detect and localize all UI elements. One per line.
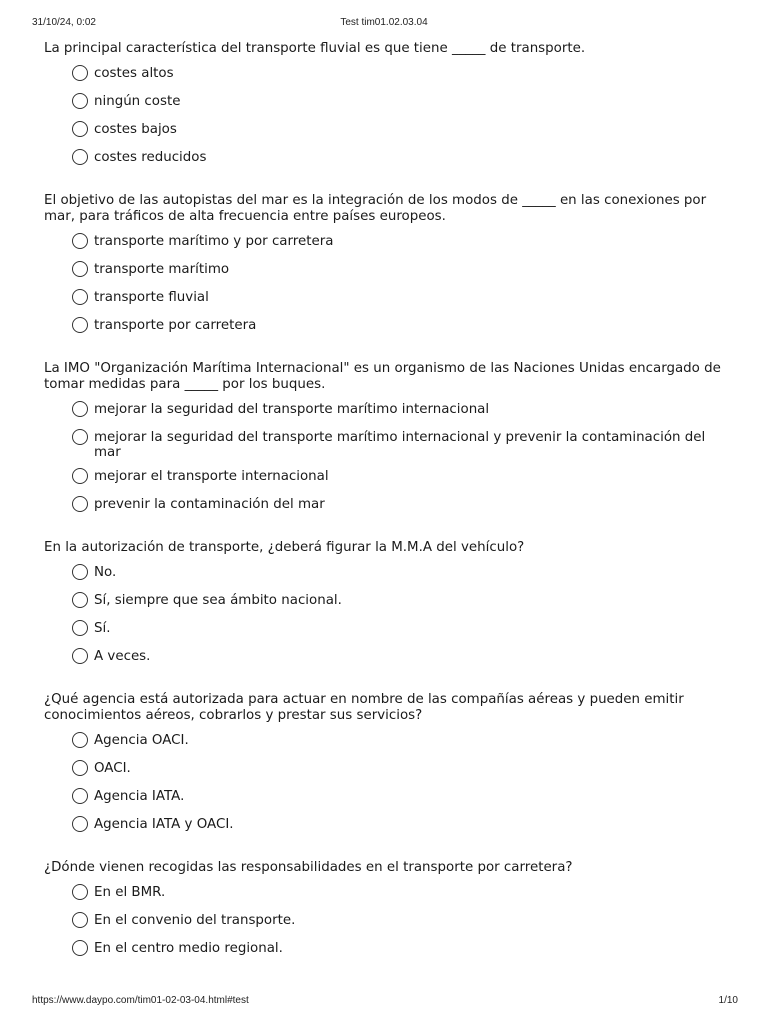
answer-options xyxy=(44,884,734,960)
radio-button[interactable] xyxy=(72,816,88,832)
answer-label: Agencia IATA. xyxy=(94,789,185,804)
answer-option[interactable] xyxy=(44,233,734,253)
radio-button[interactable] xyxy=(72,289,88,305)
answer-label: En el convenio del transporte. xyxy=(94,913,296,928)
answer-option[interactable] xyxy=(44,732,734,752)
radio-button[interactable] xyxy=(72,648,88,664)
answer-option[interactable] xyxy=(44,564,734,584)
answer-option[interactable] xyxy=(44,289,734,309)
answer-option[interactable] xyxy=(44,940,734,960)
answer-label: En el BMR. xyxy=(94,885,166,900)
radio-button[interactable] xyxy=(72,233,88,249)
radio-button[interactable] xyxy=(72,149,88,165)
answer-label: Agencia OACI. xyxy=(94,733,189,748)
radio-button[interactable] xyxy=(72,93,88,109)
answer-label: OACI. xyxy=(94,761,131,776)
answer-option[interactable] xyxy=(44,429,734,460)
radio-button[interactable] xyxy=(72,620,88,636)
answer-label: costes bajos xyxy=(94,122,177,137)
answer-options xyxy=(44,732,734,836)
page-url: https://www.daypo.com/tim01-02-03-04.html#test xyxy=(32,995,249,1006)
question-text: La principal característica del transporte fluvial es que tiene _____ de transporte. xyxy=(44,41,586,56)
answer-option[interactable] xyxy=(44,760,734,780)
answer-option[interactable] xyxy=(44,620,734,640)
print-title: Test tim01.02.03.04 xyxy=(340,17,428,28)
radio-button[interactable] xyxy=(72,788,88,804)
answer-label: Sí. xyxy=(94,621,111,636)
radio-button[interactable] xyxy=(72,940,88,956)
answer-label: mejorar la seguridad del transporte marítimo internacional xyxy=(94,402,490,417)
question-text: La IMO "Organización Marítima Internacional" es un organismo de las Naciones Unidas encargado de tomar medidas para _____ por los buques. xyxy=(44,361,721,392)
radio-button[interactable] xyxy=(72,496,88,512)
question-2 xyxy=(44,193,734,337)
page-number: 1/10 xyxy=(718,995,738,1006)
answer-label: Sí, siempre que sea ámbito nacional. xyxy=(94,593,342,608)
answer-label: ningún coste xyxy=(94,94,181,109)
answer-label: No. xyxy=(94,565,117,580)
answer-label: transporte marítimo xyxy=(94,262,230,277)
radio-button[interactable] xyxy=(72,592,88,608)
print-header xyxy=(0,17,768,31)
question-text: ¿Dónde vienen recogidas las responsabilidades en el transporte por carretera? xyxy=(44,860,573,875)
answer-option[interactable] xyxy=(44,788,734,808)
answer-label: costes reducidos xyxy=(94,150,207,165)
answer-label: mejorar el transporte internacional xyxy=(94,469,329,484)
answer-options xyxy=(44,233,734,337)
question-6 xyxy=(44,860,734,960)
radio-button[interactable] xyxy=(72,760,88,776)
radio-button[interactable] xyxy=(72,261,88,277)
answer-options xyxy=(44,401,734,516)
radio-button[interactable] xyxy=(72,564,88,580)
answer-label: transporte por carretera xyxy=(94,318,257,333)
quiz-content xyxy=(44,41,734,984)
answer-label: costes altos xyxy=(94,66,174,81)
answer-label: mejorar la seguridad del transporte marítimo internacional y prevenir la contaminación del mar xyxy=(94,430,706,460)
answer-option[interactable] xyxy=(44,121,734,141)
answer-option[interactable] xyxy=(44,592,734,612)
answer-label: transporte fluvial xyxy=(94,290,209,305)
answer-option[interactable] xyxy=(44,912,734,932)
answer-option[interactable] xyxy=(44,401,734,421)
print-timestamp: 31/10/24, 0:02 xyxy=(32,17,96,28)
radio-button[interactable] xyxy=(72,429,88,445)
question-4 xyxy=(44,540,734,668)
answer-label: Agencia IATA y OACI. xyxy=(94,817,234,832)
radio-button[interactable] xyxy=(72,317,88,333)
answer-option[interactable] xyxy=(44,317,734,337)
answer-option[interactable] xyxy=(44,496,734,516)
question-1 xyxy=(44,41,734,169)
question-3 xyxy=(44,361,734,516)
radio-button[interactable] xyxy=(72,912,88,928)
answer-option[interactable] xyxy=(44,261,734,281)
radio-button[interactable] xyxy=(72,401,88,417)
answer-options xyxy=(44,65,734,169)
answer-options xyxy=(44,564,734,668)
answer-label: En el centro medio regional. xyxy=(94,941,283,956)
question-5 xyxy=(44,692,734,836)
question-text: ¿Qué agencia está autorizada para actuar en nombre de las compañías aéreas y pueden emitir conocimientos aéreos, cobrarlos y prestar sus servicios? xyxy=(44,692,684,723)
radio-button[interactable] xyxy=(72,732,88,748)
answer-option[interactable] xyxy=(44,884,734,904)
answer-option[interactable] xyxy=(44,149,734,169)
answer-label: A veces. xyxy=(94,649,151,664)
answer-option[interactable] xyxy=(44,816,734,836)
radio-button[interactable] xyxy=(72,121,88,137)
answer-option[interactable] xyxy=(44,65,734,85)
answer-label: transporte marítimo y por carretera xyxy=(94,234,334,249)
print-footer xyxy=(0,995,768,1009)
question-text: El objetivo de las autopistas del mar es la integración de los modos de _____ en las conexiones por mar, para tráficos de alta frecuencia entre países europeos. xyxy=(44,193,707,224)
radio-button[interactable] xyxy=(72,65,88,81)
answer-label: prevenir la contaminación del mar xyxy=(94,497,325,512)
answer-option[interactable] xyxy=(44,93,734,113)
answer-option[interactable] xyxy=(44,468,734,488)
radio-button[interactable] xyxy=(72,884,88,900)
answer-option[interactable] xyxy=(44,648,734,668)
question-text: En la autorización de transporte, ¿deberá figurar la M.M.A del vehículo? xyxy=(44,540,525,555)
radio-button[interactable] xyxy=(72,468,88,484)
